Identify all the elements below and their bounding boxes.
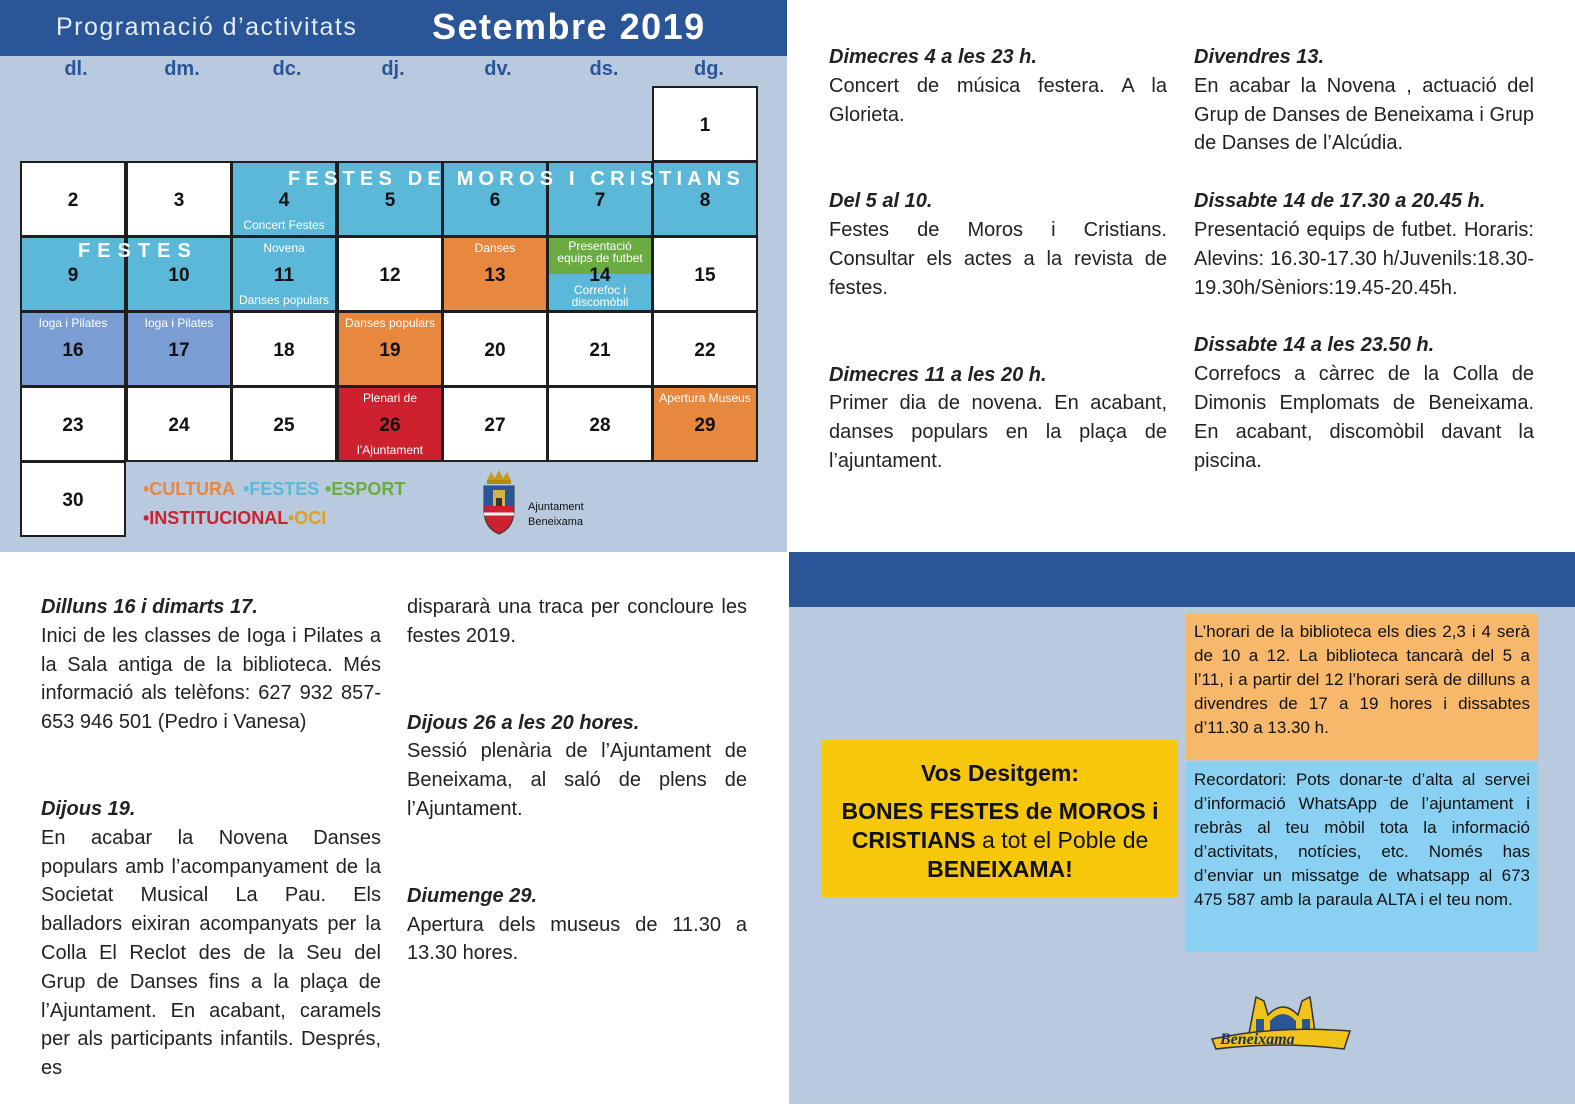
event-caption: l’Ajuntament xyxy=(356,443,424,457)
event-block xyxy=(829,43,1167,129)
events-column-top-left xyxy=(829,43,1167,505)
logo-line-2: Beneixama xyxy=(528,516,584,528)
event-text: Inici de les classes de Ioga i Pilates a la Sala antiga de la biblioteca. Més informació als telèfons: 627 932 857-653 946 501 (Pedro i Vanesa) xyxy=(41,624,381,734)
weekday-tue: dm. xyxy=(164,58,200,80)
greeting-message xyxy=(822,797,1178,884)
event-block xyxy=(1194,43,1534,158)
logo-line-1: Ajuntament xyxy=(528,501,584,513)
event-text: Primer dia de novena. En acabant, danses populars en la plaça de l’ajuntament. xyxy=(829,392,1167,472)
day-cell-23 xyxy=(20,386,126,462)
day-cell-13 xyxy=(442,236,548,312)
day-number: 20 xyxy=(484,340,506,361)
band-moros-cristians: FESTES DE MOROS I CRISTIANS xyxy=(288,168,746,190)
event-caption: Apertura Museus xyxy=(659,391,751,405)
day-number: 22 xyxy=(694,340,716,361)
band-festes: FESTES xyxy=(78,240,198,262)
day-cell-21 xyxy=(547,311,653,387)
greeting-bold: BONES FESTES de MOROS i CRISTIANS xyxy=(841,798,1159,853)
event-block xyxy=(407,882,747,968)
day-number: 13 xyxy=(484,265,506,286)
event-caption: Correfoc i discomòbil xyxy=(571,283,629,309)
day-cell-27 xyxy=(442,386,548,462)
ajuntament-shield-icon xyxy=(481,470,517,536)
event-text: Correfocs a càrrec de la Colla de Dimonis Emplomats de Beneixama. En acabant, discomòbil davant la piscina. xyxy=(1194,363,1534,472)
event-heading: Divendres 13. xyxy=(1194,46,1325,68)
greeting-town: BENEIXAMA! xyxy=(927,856,1073,882)
day-number: 8 xyxy=(699,190,711,211)
calendar-header xyxy=(0,0,787,56)
day-number: 3 xyxy=(173,190,185,211)
day-cell-2 xyxy=(20,161,126,237)
event-block xyxy=(829,361,1167,476)
whatsapp-reminder-note: Recordatori: Pots donar-te d’alta al servei d’informació WhatsApp de l’ajuntament i rebràs al teu mòbil tota la informació d’activitats, notícies, etc. Només has d’enviar un missatge de whatsapp al 673 475 587 amb la paraula ALTA i el teu nom. xyxy=(1186,762,1538,952)
event-heading: Dissabte 14 de 17.30 a 20.45 h. xyxy=(1194,190,1486,213)
day-cell-19 xyxy=(337,311,443,387)
weekday-mon: dl. xyxy=(64,58,88,80)
day-number: 28 xyxy=(589,415,611,436)
day-cell-1 xyxy=(652,86,758,162)
event-block xyxy=(1194,331,1534,475)
day-number: 19 xyxy=(379,340,401,361)
event-caption: Plenari de xyxy=(362,391,418,405)
day-number: 30 xyxy=(62,490,84,511)
day-number: 27 xyxy=(484,415,506,436)
event-heading: Del 5 al 10. xyxy=(829,190,933,213)
event-heading: Dijous 26 a les 20 hores. xyxy=(407,711,640,734)
event-text: En acabar la Novena Danses populars amb l’acompanyament de la Societat Musical La Pau. Els balladors eixiran acompanyats per la Colla El Reclot des de la Seu del Grup de Danses fins a la plaça de l’Ajuntament. En acabant, caramels per als participants infantils. Després, es xyxy=(41,826,381,1080)
greeting-normal: a tot el Poble de xyxy=(975,827,1149,853)
day-number: 14 xyxy=(589,265,611,286)
greeting-heading: Vos Desitgem: xyxy=(920,760,1080,786)
event-text: Concert de música festera. A la Glorieta. xyxy=(829,74,1167,126)
legend-institucional: •INSTITUCIONAL xyxy=(143,508,289,528)
day-cell-3 xyxy=(126,161,232,237)
day-cell-12 xyxy=(337,236,443,312)
library-hours-note: L’horari de la biblioteca els dies 2,3 i 4 serà de 10 a 12. La biblioteca tancarà del 5 a l’11, i a partir del 12 l’horari serà de dilluns a divendres de 17 a 19 hores i dissabtes d’11.30 a 13.30 h. xyxy=(1186,614,1538,760)
day-number: 10 xyxy=(168,265,190,286)
day-cell-17 xyxy=(126,311,232,387)
day-number: 26 xyxy=(379,415,401,436)
event-text-continued: dispararà una traca per concloure les festes 2019. xyxy=(407,596,747,647)
calendar-title-prefix: Programació d’activitats xyxy=(56,13,358,41)
greeting-box xyxy=(822,740,1178,897)
day-number: 15 xyxy=(694,265,716,286)
day-number: 16 xyxy=(62,340,84,361)
events-column-bottom-right xyxy=(407,593,747,997)
event-block xyxy=(407,709,747,824)
event-block xyxy=(41,593,381,737)
day-cell-11 xyxy=(231,236,337,312)
event-caption: Danses populars xyxy=(344,316,436,330)
event-caption: Danses populars xyxy=(238,293,330,307)
event-heading: Diumenge 29. xyxy=(407,884,538,907)
day-number: 6 xyxy=(489,190,501,211)
event-caption: Danses xyxy=(474,241,516,255)
day-cell-18 xyxy=(231,311,337,387)
day-cell-20 xyxy=(442,311,548,387)
day-number: 12 xyxy=(379,265,401,286)
beneixama-logo-icon xyxy=(1208,995,1354,1051)
day-number: 5 xyxy=(384,190,396,211)
day-cell-22 xyxy=(652,311,758,387)
day-number: 11 xyxy=(273,265,295,286)
day-number: 23 xyxy=(62,415,84,436)
ajuntament-logo-text xyxy=(528,500,584,530)
day-number: 24 xyxy=(168,415,190,436)
legend-esport: •ESPORT xyxy=(325,479,406,499)
calendar-panel xyxy=(0,0,787,552)
info-panel-header-band xyxy=(789,552,1575,607)
day-cell-14 xyxy=(547,236,653,312)
event-block xyxy=(829,187,1167,302)
day-number: 29 xyxy=(694,415,716,436)
footer-logo-text: Beneixama xyxy=(1220,1031,1295,1048)
event-caption: Ioga i Pilates xyxy=(144,316,214,330)
event-heading: Dimecres 4 a les 23 h. xyxy=(829,46,1037,68)
legend-oci: •OCI xyxy=(288,508,327,528)
event-heading: Dissabte 14 a les 23.50 h. xyxy=(1194,334,1435,357)
event-caption: Concert Festes xyxy=(243,218,325,232)
events-column-bottom-left xyxy=(41,593,381,1112)
day-cell-15 xyxy=(652,236,758,312)
day-number: 9 xyxy=(67,265,79,286)
event-caption: Novena xyxy=(263,241,305,255)
weekday-thu: dj. xyxy=(381,58,405,80)
day-cell-30 xyxy=(20,461,126,537)
day-number: 21 xyxy=(589,340,611,361)
day-number: 18 xyxy=(273,340,295,361)
event-block xyxy=(41,795,381,1083)
day-cell-26 xyxy=(337,386,443,462)
day-number: 4 xyxy=(278,190,290,211)
events-column-top-right xyxy=(1194,43,1534,504)
legend-festes: •FESTES xyxy=(243,479,320,499)
day-cell-29 xyxy=(652,386,758,462)
event-block xyxy=(1194,187,1534,302)
event-text: Apertura dels museus de 11.30 a 13.30 hores. xyxy=(407,913,747,965)
event-caption: Presentació equips de futbet xyxy=(557,239,643,265)
event-heading: Dimecres 11 a les 20 h. xyxy=(829,363,1047,386)
event-text: Festes de Moros i Cristians. Consultar els actes a la revista de festes. xyxy=(829,219,1167,299)
event-text: Sessió plenària de l’Ajuntament de Beneixama, al saló de plens de l’Ajuntament. xyxy=(407,740,747,820)
day-cell-16 xyxy=(20,311,126,387)
calendar-title-month: Setembre 2019 xyxy=(432,6,706,47)
event-text: Presentació equips de futbet. Horaris: Alevins: 16.30-17.30 h/Juvenils:18.30-19.30h/Sèniors:19.45-20.45h. xyxy=(1194,218,1534,299)
event-caption: Ioga i Pilates xyxy=(38,316,108,330)
event-heading: Dijous 19. xyxy=(41,797,136,820)
event-heading: Dilluns 16 i dimarts 17. xyxy=(41,596,258,618)
weekday-fri: dv. xyxy=(484,58,512,80)
day-number: 17 xyxy=(168,340,190,361)
weekday-sat: ds. xyxy=(589,58,619,80)
weekday-sun: dg. xyxy=(694,58,724,80)
day-cell-25 xyxy=(231,386,337,462)
legend-cultura: •CULTURA xyxy=(143,479,235,499)
day-number: 7 xyxy=(594,190,606,211)
weekday-wed: dc. xyxy=(272,58,302,80)
day-number: 25 xyxy=(273,415,295,436)
day-cell-24 xyxy=(126,386,232,462)
day-number: 1 xyxy=(699,115,711,136)
event-text: En acabar la Novena , actuació del Grup de Danses de Beneixama i Grup de Danses de l’Alcúdia. xyxy=(1194,74,1534,155)
day-number: 2 xyxy=(67,190,79,211)
day-cell-28 xyxy=(547,386,653,462)
